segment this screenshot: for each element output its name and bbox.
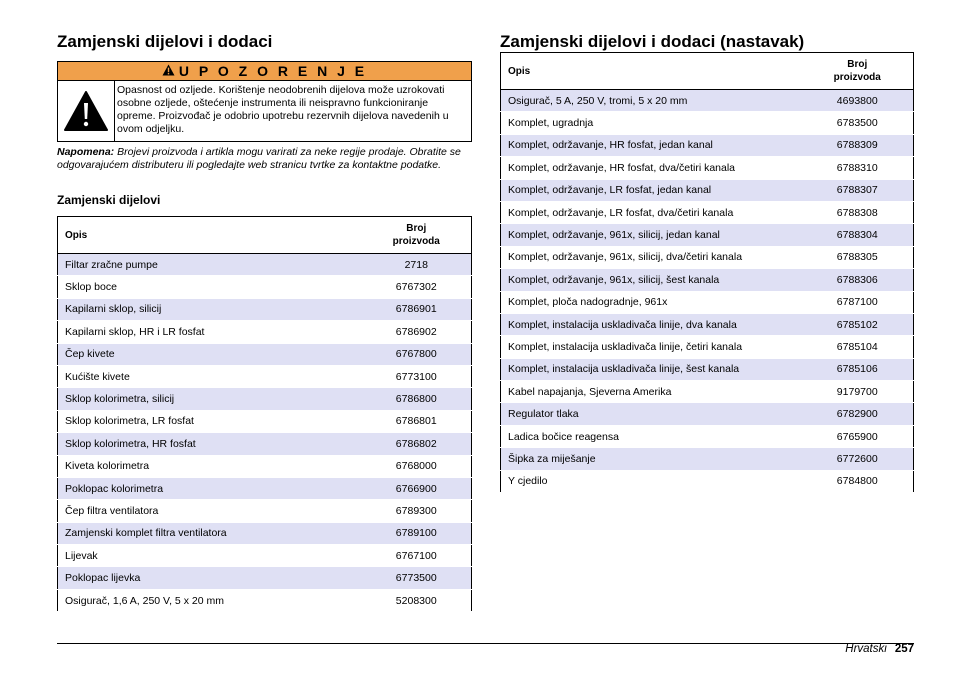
part-number: 6789100: [362, 522, 472, 544]
table-row: [58, 410, 472, 432]
part-description: Komplet, instalacija uskladivača linije, šest kanala: [501, 358, 802, 380]
part-number: 6788304: [802, 224, 914, 246]
table-row: [58, 321, 472, 343]
table-row: [501, 157, 914, 179]
table-row: [501, 224, 914, 246]
warning-heading: U P O Z O R E N J E: [178, 63, 368, 79]
table-row: [501, 381, 914, 403]
table-row: [58, 522, 472, 544]
part-number: 6766900: [362, 477, 472, 499]
part-number: 6786800: [362, 388, 472, 410]
part-number: 6784800: [802, 470, 914, 492]
part-number: 6785106: [802, 358, 914, 380]
subsection-title: Zamjenski dijelovi: [57, 193, 161, 207]
warning-box: [57, 61, 472, 142]
part-number: 6786801: [362, 410, 472, 432]
part-description: Komplet, instalacija uskladivača linije, četiri kanala: [501, 336, 802, 358]
part-description: Kapilarni sklop, HR i LR fosfat: [58, 321, 362, 343]
part-description: Komplet, održavanje, 961x, silicij, šest kanala: [501, 269, 802, 291]
part-description: Sklop kolorimetra, LR fosfat: [58, 410, 362, 432]
part-description: Kućište kivete: [58, 365, 362, 387]
part-description: Kabel napajanja, Sjeverna Amerika: [501, 381, 802, 403]
part-description: Sklop kolorimetra, silicij: [58, 388, 362, 410]
part-description: Kapilarni sklop, silicij: [58, 298, 362, 320]
part-description: Komplet, ploča nadogradnje, 961x: [501, 291, 802, 313]
table-row: [501, 448, 914, 470]
part-number: 6789300: [362, 500, 472, 522]
section-title: Zamjenski dijelovi i dodaci: [57, 32, 273, 51]
part-description: Komplet, instalacija uskladivača linije, dva kanala: [501, 313, 802, 335]
parts-table-right: [500, 52, 914, 493]
part-description: Sklop kolorimetra, HR fosfat: [58, 433, 362, 455]
note: [57, 146, 472, 172]
part-number: 6783500: [802, 112, 914, 134]
part-description: Zamjenski komplet filtra ventilatora: [58, 522, 362, 544]
part-number: 9179700: [802, 381, 914, 403]
table-row: [58, 343, 472, 365]
section-title-continued: Zamjenski dijelovi i dodaci (nastavak): [500, 32, 805, 51]
table-row: [501, 358, 914, 380]
part-description: Čep filtra ventilatora: [58, 500, 362, 522]
warning-exclamation-icon: [58, 81, 115, 141]
footer: [845, 643, 914, 655]
table-row: [58, 545, 472, 567]
part-description: Komplet, održavanje, HR fosfat, dva/četiri kanala: [501, 157, 802, 179]
part-description: Komplet, održavanje, 961x, silicij, jedan kanal: [501, 224, 802, 246]
part-description: Komplet, održavanje, LR fosfat, dva/četiri kanala: [501, 201, 802, 223]
part-description: Poklopac kolorimetra: [58, 477, 362, 499]
table-row: [58, 500, 472, 522]
table-row: [501, 291, 914, 313]
part-number: 6785104: [802, 336, 914, 358]
part-description: Osigurač, 1,6 A, 250 V, 5 x 20 mm: [58, 589, 362, 611]
part-number: 6785102: [802, 313, 914, 335]
table-row: [58, 433, 472, 455]
table-row: [501, 246, 914, 268]
part-number: 6788305: [802, 246, 914, 268]
table-row: [501, 425, 914, 447]
table-row: [58, 365, 472, 387]
part-number: 6772600: [802, 448, 914, 470]
col-header-description: Opis: [501, 53, 802, 90]
part-description: Sklop boce: [58, 276, 362, 298]
part-number: 6788307: [802, 179, 914, 201]
col-header-description: Opis: [58, 217, 362, 254]
part-number: 6782900: [802, 403, 914, 425]
part-number: 6788310: [802, 157, 914, 179]
part-description: Šipka za miješanje: [501, 448, 802, 470]
table-row: [501, 201, 914, 223]
table-row: [58, 589, 472, 611]
part-number: 6767100: [362, 545, 472, 567]
table-row: [501, 336, 914, 358]
table-row: [501, 179, 914, 201]
part-description: Komplet, održavanje, HR fosfat, jedan kanal: [501, 134, 802, 156]
part-number: 6765900: [802, 425, 914, 447]
warning-text: Opasnost od ozljede. Korištenje neodobrenih dijelova može uzrokovati osobne ozljede, oštećenje instrumenta ili neispravno funkcioniranje opreme. Proizvođač je odobrio upotrebu rezervnih dijelova navedenih u ovom odjeljku.: [117, 84, 449, 135]
part-description: Komplet, održavanje, 961x, silicij, dva/četiri kanala: [501, 246, 802, 268]
part-number: 6773100: [362, 365, 472, 387]
part-number: 6788308: [802, 201, 914, 223]
footer-rule: [57, 643, 914, 644]
table-row: [501, 269, 914, 291]
part-description: Komplet, ugradnja: [501, 112, 802, 134]
part-description: Regulator tlaka: [501, 403, 802, 425]
table-row: [501, 403, 914, 425]
table-row: [58, 455, 472, 477]
table-row: [501, 112, 914, 134]
table-row: [501, 313, 914, 335]
note-text: Brojevi proizvoda i artikla mogu varirati za neke regije prodaje. Obratite se odgovarajućem distributeru ili pogledajte web stranicu tvrtke za kontaktne podatke.: [57, 146, 461, 171]
table-row: [58, 254, 472, 276]
table-row: [58, 276, 472, 298]
table-row: [58, 388, 472, 410]
table-row: [501, 134, 914, 156]
col-header-product-number: Broj proizvoda: [802, 53, 914, 90]
table-row: [58, 298, 472, 320]
part-number: 6788309: [802, 134, 914, 156]
part-number: 5208300: [362, 589, 472, 611]
footer-language: Hrvatski: [845, 643, 887, 655]
table-row: [58, 477, 472, 499]
part-description: Komplet, održavanje, LR fosfat, jedan kanal: [501, 179, 802, 201]
part-number: 6786901: [362, 298, 472, 320]
part-description: Kiveta kolorimetra: [58, 455, 362, 477]
part-number: 6786802: [362, 433, 472, 455]
part-number: 2718: [362, 254, 472, 276]
warning-header: [58, 62, 471, 81]
part-description: Filtar zračne pumpe: [58, 254, 362, 276]
page-number: 257: [894, 643, 914, 655]
part-number: 6768000: [362, 455, 472, 477]
part-number: 6786902: [362, 321, 472, 343]
part-description: Poklopac lijevka: [58, 567, 362, 589]
part-number: 6787100: [802, 291, 914, 313]
table-row: [501, 470, 914, 492]
part-number: 4693800: [802, 90, 914, 112]
part-description: Čep kivete: [58, 343, 362, 365]
part-description: Lijevak: [58, 545, 362, 567]
part-number: 6767302: [362, 276, 472, 298]
part-description: Y cjedilo: [501, 470, 802, 492]
warning-triangle-icon: [162, 62, 175, 80]
part-description: Ladica bočice reagensa: [501, 425, 802, 447]
parts-table-left: [57, 216, 472, 612]
table-row: [501, 90, 914, 112]
col-header-product-number: Broj proizvoda: [362, 217, 472, 254]
table-row: [58, 567, 472, 589]
part-number: 6767800: [362, 343, 472, 365]
part-number: 6773500: [362, 567, 472, 589]
part-number: 6788306: [802, 269, 914, 291]
part-description: Osigurač, 5 A, 250 V, tromi, 5 x 20 mm: [501, 90, 802, 112]
note-label: Napomena:: [57, 146, 115, 158]
